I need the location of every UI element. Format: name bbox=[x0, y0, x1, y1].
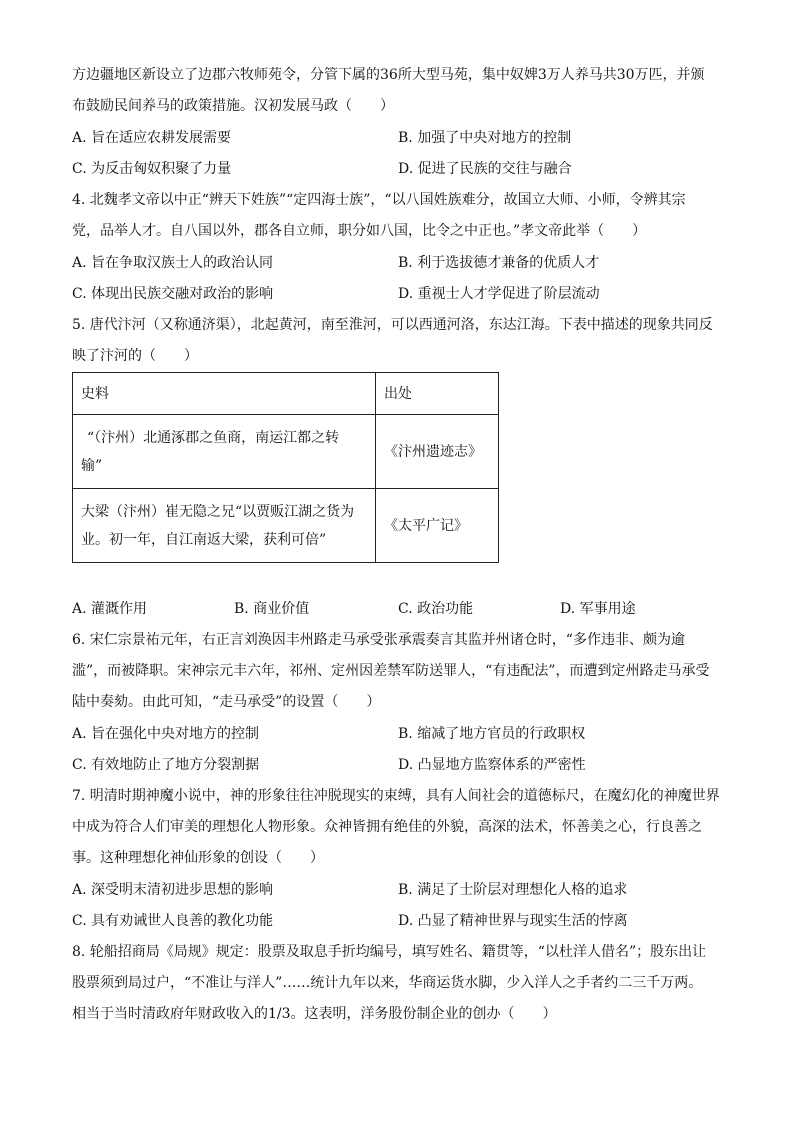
table-cell-line: 大梁（汴州）崔无隐之兄“以贾贩江湖之货为 bbox=[81, 503, 355, 520]
q4-stem-line-1: 4. 北魏孝文帝以中正“辨天下姓族”“定四海士族”，“以八国姓族难分，故国立大师、小师，令辨其宗 bbox=[72, 192, 686, 208]
table-header-origin: 出处 bbox=[376, 373, 499, 415]
q6-option-b: B. 缩减了地方官员的行政职权 bbox=[398, 726, 586, 742]
q3-stem-line-2: 布鼓励民间养马的政策措施。汉初发展马政（ ） bbox=[72, 98, 394, 114]
q7-option-c: C. 具有劝诫世人良善的教化功能 bbox=[72, 913, 274, 929]
q4-option-b: B. 利于选拔德才兼备的优质人才 bbox=[398, 255, 600, 271]
table-cell-line: “（汴州）北通涿郡之鱼商，南运江都之转 bbox=[87, 429, 340, 446]
q5-stem-line-1: 5. 唐代汴河（又称通济渠），北起黄河，南至淮河，可以西通河洛，东达江海。下表中描述的现象共同反 bbox=[72, 317, 713, 333]
table-cell-source-text bbox=[73, 489, 376, 563]
q6-stem-line-2: 滥”，而被降职。宋神宗元丰六年，祁州、定州因差禁军防送罪人，“有违配法”，而遭到定州路走马承受 bbox=[72, 663, 710, 679]
q5-option-c: C. 政治功能 bbox=[398, 601, 474, 617]
table-row bbox=[73, 489, 499, 563]
q4-option-c: C. 体现出民族交融对政治的影响 bbox=[72, 286, 274, 302]
q6-option-d: D. 凸显地方监察体系的严密性 bbox=[398, 757, 586, 773]
table-cell-source-text bbox=[73, 415, 376, 489]
q3-option-c: C. 为反击匈奴积聚了力量 bbox=[72, 161, 232, 177]
q3-option-b: B. 加强了中央对地方的控制 bbox=[398, 130, 572, 146]
q5-option-d: D. 军事用途 bbox=[560, 601, 636, 617]
table-cell-line: 业。初一年，自江南返大梁，获利可倍” bbox=[81, 531, 327, 548]
q7-option-a: A. 深受明末清初进步思想的影响 bbox=[72, 882, 274, 898]
q6-option-c: C. 有效地防止了地方分裂割据 bbox=[72, 757, 260, 773]
q7-option-d: D. 凸显了精神世界与现实生活的悖离 bbox=[398, 913, 628, 929]
table-cell-origin: 《汴州遗迹志》 bbox=[376, 415, 499, 489]
q3-option-a: A. 旨在适应农耕发展需要 bbox=[72, 130, 232, 146]
table-row bbox=[73, 415, 499, 489]
table-header-row bbox=[73, 373, 499, 415]
q5-option-b: B. 商业价值 bbox=[234, 601, 310, 617]
q7-stem-line-2: 中成为符合人们审美的理想化人物形象。众神皆拥有绝佳的外貌，高深的法术，怀善美之心，行良善之 bbox=[72, 819, 702, 835]
q4-option-a: A. 旨在争取汉族士人的政治认同 bbox=[72, 255, 274, 271]
q8-stem-line-2: 股票须到局过户，“不准让与洋人”……统计九年以来，华商运货水脚，少入洋人之手者约二三千万两。 bbox=[72, 975, 703, 991]
q8-stem-line-3: 相当于当时清政府年财政收入的1/3。这表明，洋务股份制企业的创办（ ） bbox=[72, 1006, 557, 1022]
q3-option-d: D. 促进了民族的交往与融合 bbox=[398, 161, 572, 177]
q8-stem-line-1: 8. 轮船招商局《局规》规定：股票及取息手折均编号，填写姓名、籍贯等，“以杜洋人借名”；股东出让 bbox=[72, 944, 707, 960]
q5-option-a: A. 灌溉作用 bbox=[72, 601, 148, 617]
q6-option-a: A. 旨在强化中央对地方的控制 bbox=[72, 726, 260, 742]
q5-stem-line-2: 映了汴河的（ ） bbox=[72, 348, 198, 364]
table-header-source-text: 史料 bbox=[73, 373, 376, 415]
q3-stem-line-1: 方边疆地区新设立了边郡六牧师苑令，分管下属的36所大型马苑，集中奴婢3万人养马共30万匹，并颁 bbox=[72, 67, 705, 83]
q7-stem-line-1: 7. 明清时期神魔小说中，神的形象往往冲脱现实的束缚，具有人间社会的道德标尺，在魔幻化的神魔世界 bbox=[72, 788, 720, 804]
q7-stem-line-3: 事。这种理想化神仙形象的创设（ ） bbox=[72, 850, 324, 866]
q4-stem-line-2: 党，品举人才。自八国以外，郡各自立师，职分如八国，比令之中正也。”孝文帝此举（ ） bbox=[72, 223, 647, 239]
table-cell-origin: 《太平广记》 bbox=[376, 489, 499, 563]
q4-option-d: D. 重视士人才学促进了阶层流动 bbox=[398, 286, 600, 302]
q6-stem-line-3: 陆中奏劾。由此可知，“走马承受”的设置（ ） bbox=[72, 694, 381, 710]
q6-stem-line-1: 6. 宋仁宗景祐元年，右正言刘涣因丰州路走马承受张承震奏言其监并州诸仓时，“多作违非、颇为逾 bbox=[72, 632, 685, 648]
table-cell-line: 输” bbox=[81, 457, 103, 474]
q7-option-b: B. 满足了士阶层对理想化人格的追求 bbox=[398, 882, 628, 898]
q5-source-table bbox=[72, 372, 499, 563]
